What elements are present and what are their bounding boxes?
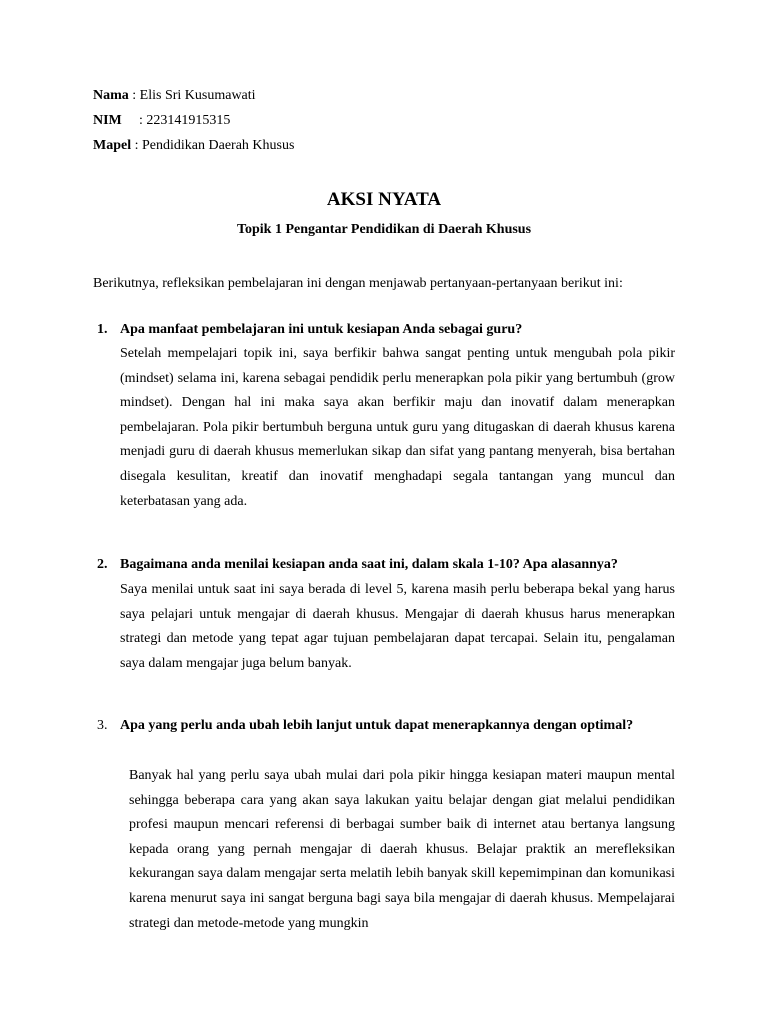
header-nama — [93, 86, 256, 106]
question-2-number: 2. — [97, 557, 108, 572]
intro-paragraph: Berikutnya, refleksikan pembelajaran ini dengan menjawab pertanyaan-pertanyaan berikut ini: — [93, 276, 623, 291]
answer-2: Saya menilai untuk saat ini saya berada di level 5, karena masih perlu beberapa bekal yang harus saya pelajari untuk mengajar di daerah khusus. Mengajar di daerah khusus harus menerapkan strategi dan metode yang tepat agar tujuan pembelajaran dapat tercapai. Selain itu, pengalaman saya dalam mengajar juga belum banyak. — [120, 582, 675, 671]
question-2-text: Bagaimana anda menilai kesiapan anda saat ini, dalam skala 1-10? Apa alasannya? — [120, 557, 618, 572]
nama-label: Nama — [93, 88, 129, 103]
question-3-number: 3. — [97, 718, 108, 733]
nim-label: NIM — [93, 113, 122, 128]
page-subtitle: Topik 1 Pengantar Pendidikan di Daerah Khusus — [236, 222, 532, 237]
question-1-text: Apa manfaat pembelajaran ini untuk kesiapan Anda sebagai guru? — [120, 322, 523, 337]
question-3-text: Apa yang perlu anda ubah lebih lanjut untuk dapat menerapkannya dengan optimal? — [120, 718, 634, 733]
header-mapel — [93, 136, 294, 156]
mapel-value: : Pendidikan Daerah Khusus — [131, 138, 295, 153]
nim-value: : 223141915315 — [139, 113, 231, 128]
question-1-number: 1. — [97, 322, 108, 337]
answer-1: Setelah mempelajari topik ini, saya berfikir bahwa sangat penting untuk mengubah pola pikir (mindset) selama ini, karena sebagai pendidik perlu menerapkan pola pikir yang bertumbuh (grow mindset). Dengan hal ini maka saya akan berfikir maju dan inovatif dalam menerapkan pembelajaran. Pola pikir bertumbuh berguna untuk guru yang ditugaskan di daerah khusus karena menjadi guru di daerah khusus memerlukan sikap dan sifat yang pantang menyerah, bisa bertahan disegala kesulitan, kreatif dan inovatif menghadapi segala tantangan yang muncul dan keterbatasan yang ada. — [120, 346, 675, 509]
mapel-label: Mapel — [93, 138, 132, 153]
answer-3: Banyak hal yang perlu saya ubah mulai dari pola pikir hingga kesiapan materi maupun mental sehingga beberapa cara yang akan saya lakukan yaitu belajar dengan giat melalui pendidikan profesi maupun mencari referensi di berbagai sumber baik di internet atau bertanya langsung kepada orang yang pernah mengajar di daerah khusus. Belajar praktik an merefleksikan kekurangan saya dalam mengajar serta melatih lebih banyak skill kepemimpinan dan komunikasi karena menurut saya ini sangat berguna bagi saya bila mengajar di daerah khusus. Mempelajarai strategi dan metode-metode yang mungkin — [129, 768, 675, 931]
nama-value: : Elis Sri Kusumawati — [132, 88, 256, 103]
page-title: AKSI NYATA — [326, 189, 442, 210]
header-nim — [93, 111, 230, 131]
